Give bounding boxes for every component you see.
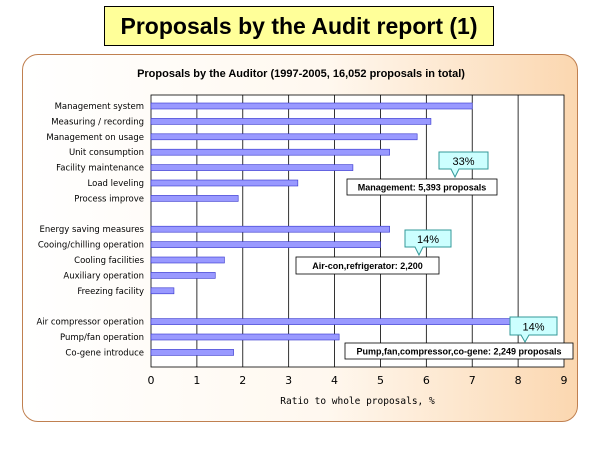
callout-management-text: Management: 5,393 proposals — [357, 182, 487, 193]
category-label: Management on usage — [46, 132, 144, 143]
category-label: Freezing facility — [77, 286, 144, 297]
chart-panel — [22, 54, 578, 422]
callout-aircon-pct: 14% — [416, 234, 440, 246]
x-tick-label: 6 — [422, 374, 430, 387]
category-label: Pump/fan operation — [59, 333, 144, 343]
category-label: Air compressor operation — [36, 317, 144, 328]
callout-pump-text: Pump,fan,compressor,co-gene: 2,249 proposals — [356, 346, 562, 357]
bar — [151, 149, 390, 155]
slide-title: Proposals by the Audit report (1) — [104, 6, 494, 46]
bar — [151, 134, 417, 140]
bar — [151, 257, 224, 263]
category-label: Management system — [54, 102, 144, 112]
category-labels — [36, 102, 144, 358]
callout-aircon-text: Air-con,refrigerator: 2,200 — [312, 261, 423, 271]
bar — [151, 349, 234, 355]
x-tick-label: 7 — [468, 374, 476, 387]
bar-chart — [23, 55, 579, 423]
category-label: Co-gene introduce — [65, 348, 144, 359]
bar — [151, 288, 174, 294]
chart-title: Proposals by the Auditor (1997-2005, 16,052 proposals in total) — [137, 68, 465, 80]
x-tick-label: 2 — [239, 374, 247, 387]
x-tick-label: 4 — [331, 374, 339, 387]
category-label: Load leveling — [87, 179, 144, 189]
bar — [151, 319, 541, 325]
x-tick-label: 3 — [285, 374, 293, 387]
bar — [151, 165, 353, 171]
category-label: Process improve — [74, 194, 144, 205]
category-label: Cooling facilities — [74, 256, 144, 266]
bar — [151, 118, 431, 124]
category-label: Unit consumption — [68, 148, 144, 159]
category-label: Measuring / recording — [51, 117, 144, 128]
x-tick-label: 5 — [376, 374, 384, 387]
bar — [151, 272, 215, 278]
x-tick-label: 8 — [514, 374, 522, 387]
bar — [151, 334, 339, 340]
x-tick-labels — [148, 374, 568, 387]
bar — [151, 180, 298, 186]
category-label: Cooing/chilling operation — [37, 240, 144, 251]
x-tick-label: 0 — [147, 374, 155, 387]
callout-pump-pct: 14% — [522, 321, 545, 334]
x-tick-label: 9 — [560, 374, 568, 387]
category-label: Energy saving measures — [39, 225, 144, 236]
category-label: Facility maintenance — [56, 163, 144, 174]
bar — [151, 195, 238, 201]
bar — [151, 226, 390, 232]
category-label: Auxiliary operation — [63, 271, 144, 282]
x-tick-label: 1 — [193, 374, 201, 387]
bar — [151, 103, 472, 109]
callout-management-pct: 33% — [452, 156, 475, 168]
x-axis-title: Ratio to whole proposals, % — [280, 396, 435, 407]
bar — [151, 242, 380, 248]
